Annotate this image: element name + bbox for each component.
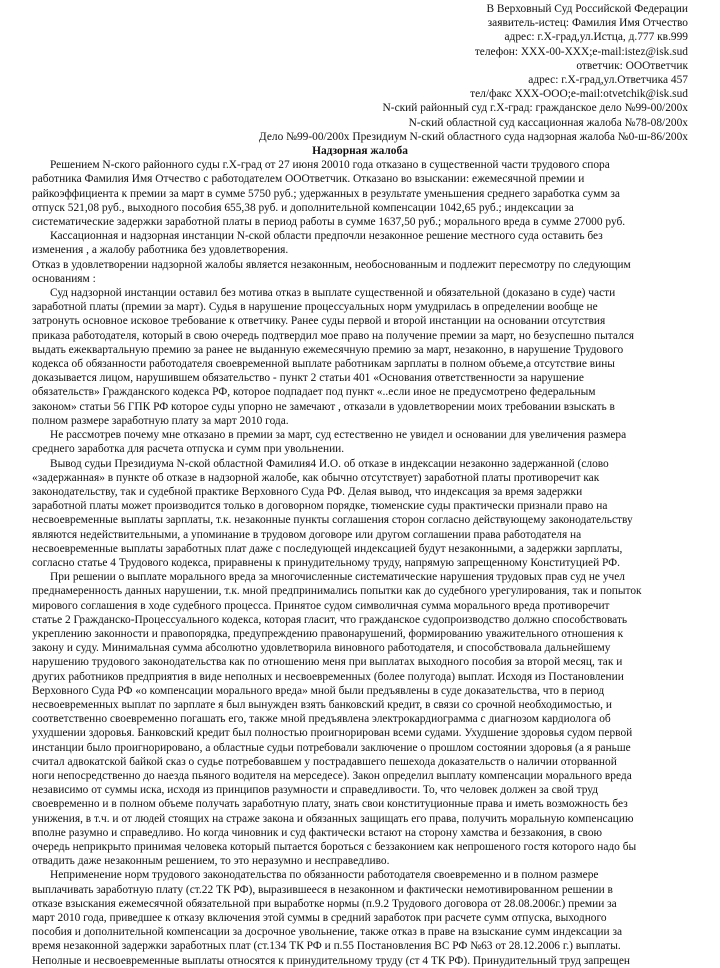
body-line: Верховного Суда РФ «о компенсации морального вреда» мной были предъявлены в суде доказательства, что в период: [32, 684, 605, 697]
body-line: затронуть основное исковое требование к ответчику. Ранее суды первой и второй инстанции на основании отсутствия: [32, 315, 606, 328]
body-line: Вывод судьи Президиума N-ской областной Фамилия4 И.О. об отказе в индексации незаконно задержанной (слово: [50, 457, 609, 470]
header-line: N-ский районный суд г.Х-град: гражданское дело №99-00/200x: [382, 102, 688, 115]
body-line: соответственно своевременно погашать его, также мной предъявлена электрокардиограмма с диагнозом кардиолога об: [32, 713, 611, 726]
body-line: изменения , а жалобу работника без удовлетворения.: [32, 244, 289, 257]
body-line: несвоевременных выплат по зарплате я был вынужден взять банковский кредит, в связи со срочной необходимостью, и: [32, 698, 612, 711]
header-line: тел/факс XXX-OOO;e-mail:otvetchik@isk.sud: [470, 88, 688, 101]
header-line: N-ский областной суд кассационная жалоба №78-08/200x: [408, 116, 688, 129]
body-line: отказе взыскания ежемесячной обязательной при выработке нормы (п.9.2 Трудового договора от 28.08.2006г.) премии за: [32, 897, 617, 910]
body-line: Неприменение норм трудового законодательства по обязанности работодателя своевременно и в полном размере: [50, 869, 599, 882]
body-line: очередь неприкрыто принимая человека который пытается бороться с беззаконием как непрошеного гостя которого надо бы: [32, 840, 637, 853]
body-line: Не рассмотрев почему мне отказано в премии за март, суд естественно не увидел и основании для увеличения размера: [50, 429, 627, 442]
body-line: доказывается лицом, нарушившем обязательство - пункт 2 статьи 401 «Основания ответственности за нарушение: [32, 372, 584, 385]
addressee-header: [32, 2, 688, 144]
body-line: При решении о выплате морального вреда за многочисленные систематические нарушения трудовых прав суд не учел: [50, 571, 625, 584]
body-line: являются недействительными, а упоминание в трудовом договоре или другом соглашении права работодателя на: [32, 528, 582, 541]
header-line: телефон: XXX-00-XXX;e-mail:istez@isk.sud: [474, 45, 688, 58]
body-line: отвадить даже незаконным решением, то это неразумно и несправедливо.: [32, 855, 390, 868]
body-line: обязательств» Гражданского кодекса РФ, которое подпадает под пункт «..если иное не предусмотрено федеральным: [32, 386, 596, 399]
body-line: статье 2 Гражданско-Процессуального кодекса, которая гласит, что гражданское судопроизводство должно способствовать: [32, 613, 628, 626]
body-line: ухудшении здоровья. Банковский кредит был полностью проигнорирован всеми судами. Ухудшение здоровья судом первой: [32, 727, 633, 740]
body-line: среднего заработка для расчета отпуска и сумм при увольнении.: [32, 443, 345, 456]
body-line: отпуск 521,08 руб., выходного пособия 655,38 руб. и дополнительной компенсации 1042,65 руб.; индексации за: [32, 201, 574, 214]
body-line: приказа работодателя, который в свою очередь подтвердил мое право на получение премии за март, но безуспешно пытался: [32, 329, 634, 342]
body-line: ноги непосредственно до наезда пьяного водителя на мерседесе). Закон определил выплату компенсации морального вреда: [32, 769, 632, 782]
body-line: систематические задержки заработной платы в период работы в сумме 1637,50 руб.; морального вреда в сумме 27000 руб.: [32, 216, 626, 229]
body-line: законодательству, так и судебной практике Верховного Суда РФ. Делая вывод, что индексация за время задержки: [32, 485, 583, 498]
body-line: Суд надзорной инстанции оставил без мотива отказ в выплате существенной и обязательной (доказано в суде) части: [50, 287, 616, 300]
body-line: пособия и дополнительной компенсации за досрочное увольнение, также отказ в праве на взыскание сумм индексации за: [32, 926, 623, 939]
body-line: укреплению законности и правопорядка, предупреждению правонарушений, формированию уважительного отношения к: [32, 627, 624, 640]
body-line: время незаконной задержки заработных плат (ст.134 ТК РФ и п.55 Постановления ВС РФ №63 от 28.12.2006 г.) выплаты.: [32, 940, 621, 953]
body-line: «задержанная» в пункте об отказе в надзорной жалобе, как обычно отсутствует) заработной платы противоречит как: [32, 471, 600, 484]
body-line: считал адвокатской байкой сказ о судье потребовавшем у пострадавшего пешехода доказательств о наличии оторванной: [32, 755, 617, 768]
header-line: адрес: г.Х-град,ул.Истца, д.777 кв.999: [504, 31, 688, 44]
body-line: несвоевременные выплаты зарплаты, т.к. незаконные пункты соглашения сторон согласно действующему законодательству: [32, 514, 633, 527]
body-line: преднамеренность данных нарушении, т.к. мной предпринимались попытки как до судебного урегулирования, так и попыток: [32, 585, 642, 598]
header-line: заявитель-истец: Фамилия Имя Отчество: [487, 17, 688, 30]
body-line: выдать ежеквартальную премию за ранее не выданную ежемесячную премию за март, незаконно, в нарушение Трудового: [32, 343, 624, 356]
body-line: Отказ в удовлетворении надзорной жалобы является незаконным, необоснованным и подлежит пересмотру по следующим: [32, 258, 631, 271]
document-title: Надзорная жалоба: [312, 145, 408, 158]
header-line: Дело №99-00/200x Президиум N-ский областного суда надзорная жалоба №0-ш-86/200x: [258, 130, 688, 143]
body-line: других работников предприятия в виде неполных и несвоевременных (более полугода) выплат. Исходя из Постановлении: [32, 670, 624, 683]
body-line: Кассационная и надзорная инстанции N-ской области предпочли незаконное решение местного суда оставить без: [50, 230, 603, 243]
body-line: Решением N-ского районного суды г.Х-град от 27 июня 20010 года отказано в существенной части трудового спора: [50, 159, 610, 172]
body-line: Неполные и несвоевременные выплаты относятся к принудительному труду (ст 4 ТК РФ). Принудительный труд запрещен: [32, 954, 630, 967]
body-line: выплачивать заработную плату (ст.22 ТК РФ), выразившееся в незаконном и фактически немотивированном решении в: [32, 883, 613, 896]
body-line: март 2010 года, приведшее к отказу включения этой суммы в средний заработок при расчете сумм отпуска, выходного: [32, 912, 607, 924]
header-line: ответчик: ОООтветчик: [576, 59, 688, 72]
document-body: [32, 158, 688, 968]
body-line: полном размере заработную плату за март 2010 года.: [32, 414, 289, 427]
header-line: адрес: г.Х-град,ул.Ответчика 457: [528, 74, 688, 87]
body-line: инстанции было проигнорировано, а областные судьи потребовали заключение о прошлом состоянии здоровья (а я раньше: [32, 741, 631, 754]
body-line: вполне разумно и справедливо. Но когда чиновник и суд фактически встают на сторону хамства и беззакония, в свою: [32, 826, 603, 839]
body-line: работника Фамилия Имя Отчество с работодателем ОООтветчик. Отказано во взыскании: ежемесячной премии и: [32, 173, 585, 186]
body-line: основаниям :: [32, 272, 96, 285]
body-line: унижения, в т.ч. и от людей стоящих на страже закона и обязанных защищать его права, получить моральную компенсацию: [32, 812, 634, 825]
body-line: мирового соглашения в ходе судебного процесса. Принятое судом символичная сумма морального вреда противоречит: [32, 599, 610, 612]
body-line: заработной платы может производится только в договорном порядке, тюменские суды практически признали право на: [32, 500, 608, 513]
header-line: В Верховный Суд Российской Федерации: [486, 3, 688, 15]
body-line: согласно статье 4 Трудового кодекса, приравнены к принудительному труду, напрямую запрещенному Конституцией РФ.: [32, 556, 621, 569]
body-line: нарушению трудового законодательства как по отношению меня при выплатах выходного пособия за второй месяц, так и: [32, 656, 623, 669]
body-line: заработной платы (премии за март). Судья в нарушение процессуальных норм умудрилась в определении вообще не: [32, 301, 598, 314]
body-line: кодекса об обязанности работодателя своевременной выплате работникам зарплаты в полном объеме,а отсутствие вины: [32, 358, 615, 371]
body-line: законом» статьи 56 ГПК РФ которое суды упорно не замечают , отказали в удовлетворении моих требовании взыскать в: [32, 400, 615, 413]
body-line: независимо от суммы иска, исходя из принципов разумности и справедливости. То, что человек должен за свой труд: [32, 784, 599, 797]
body-line: закону и суду. Минимальная сумма абсолютно удовлетворила виновного работодателя, и способствовала дальнейшему: [32, 642, 611, 655]
body-line: райкоэффициента к премии за март в сумме 5750 руб.; удержанных в результате уменьшения среднего заработка сумм за: [32, 187, 620, 200]
body-line: несвоевременные выплаты заработных плат даже с последующей индексацией будут незаконными, а задержки зарплаты,: [32, 542, 623, 555]
body-line: своевременно и в полном объеме получать заработную плату, знать свои конституционные права и иметь возможность без: [32, 798, 628, 811]
